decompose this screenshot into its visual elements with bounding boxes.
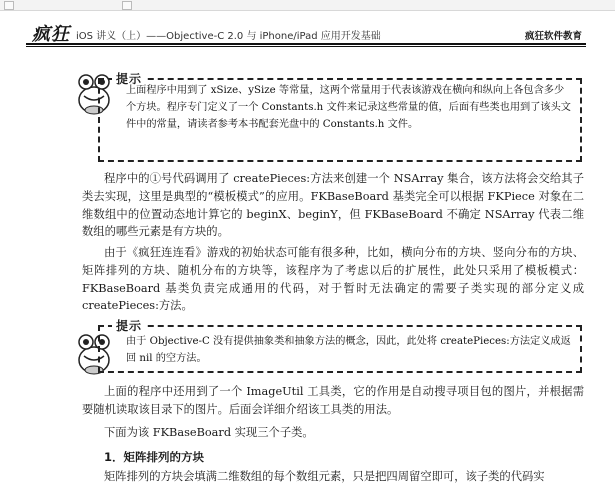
body-paragraph: 矩阵排列的方块会填满二维数组的每个数组元素，只是把四周留空即可，该子类的代码实 — [104, 470, 545, 483]
tip-label: 提示 — [112, 317, 146, 334]
book-title: iOS 讲义（上）——Objective-C 2.0 与 iPhone/iPad 应用开发基础 — [76, 31, 381, 42]
body-paragraph: 程序中的①号代码调用了 createPieces:方法来创建一个 NSArray 集合，该方法将会交给其子类去实现，这里是典型的“模板模式”的应用。FKBaseBoard 基类完全可以根据 FKPiece 对象在二维数组中的位置动态地计算它的 beginX、beginY，但 FKBaseBoard 不确定 NSArray 代表二维数组的哪些元素是有方块的。 — [82, 172, 584, 239]
header-rule — [26, 43, 586, 45]
publisher-name: 疯狂软件教育 — [524, 31, 582, 42]
tip-text: 上面程序中用到了 xSize、ySize 等常量，这两个常量用于代表该游戏在横向和纵向上各包含多少个方块。程序专门定义了一个 Constants.h 文件来记录这些常量的值，后面有些类也用到了该头文件中的常量，请读者参考本书配套光盘中的 Constants.h 文件。 — [126, 85, 571, 130]
toolbar-control[interactable] — [122, 1, 132, 10]
tip-text: 由于 Objective-C 没有提供抽象类和抽象方法的概念，因此，此处将 createPieces:方法定义成返回 nil 的空方法。 — [126, 336, 571, 364]
brand-logo: 疯狂 — [32, 24, 70, 45]
toolbar-control[interactable] — [4, 1, 14, 10]
body-paragraph: 上面的程序中还用到了一个 ImageUtil 工具类，它的作用是自动搜寻项目包的图片，并根据需要随机读取该目录下的图片。后面会详细介绍该工具类的用法。 — [82, 385, 584, 416]
top-toolbar-strip — [0, 0, 615, 11]
header-rule-thin — [26, 46, 586, 47]
section-heading: 1．矩阵排列的方块 — [104, 450, 205, 464]
body-paragraph: 由于《疯狂连连看》游戏的初始状态可能有很多种，比如，横向分布的方块、竖向分布的方块、矩阵排列的方块、随机分布的方块等，该程序为了考虑以后的扩展性，此处只采用了模板模式：FKBaseBoard 基类负责完成通用的代码，对于暂时无法确定的需要子类实现的部分定义成 createPieces:方法。 — [82, 246, 584, 313]
tip-box — [98, 72, 582, 162]
tip-label: 提示 — [112, 70, 146, 87]
body-paragraph: 下面为该 FKBaseBoard 实现三个子类。 — [104, 426, 314, 439]
tip-box — [98, 319, 582, 373]
page-header — [26, 16, 586, 44]
